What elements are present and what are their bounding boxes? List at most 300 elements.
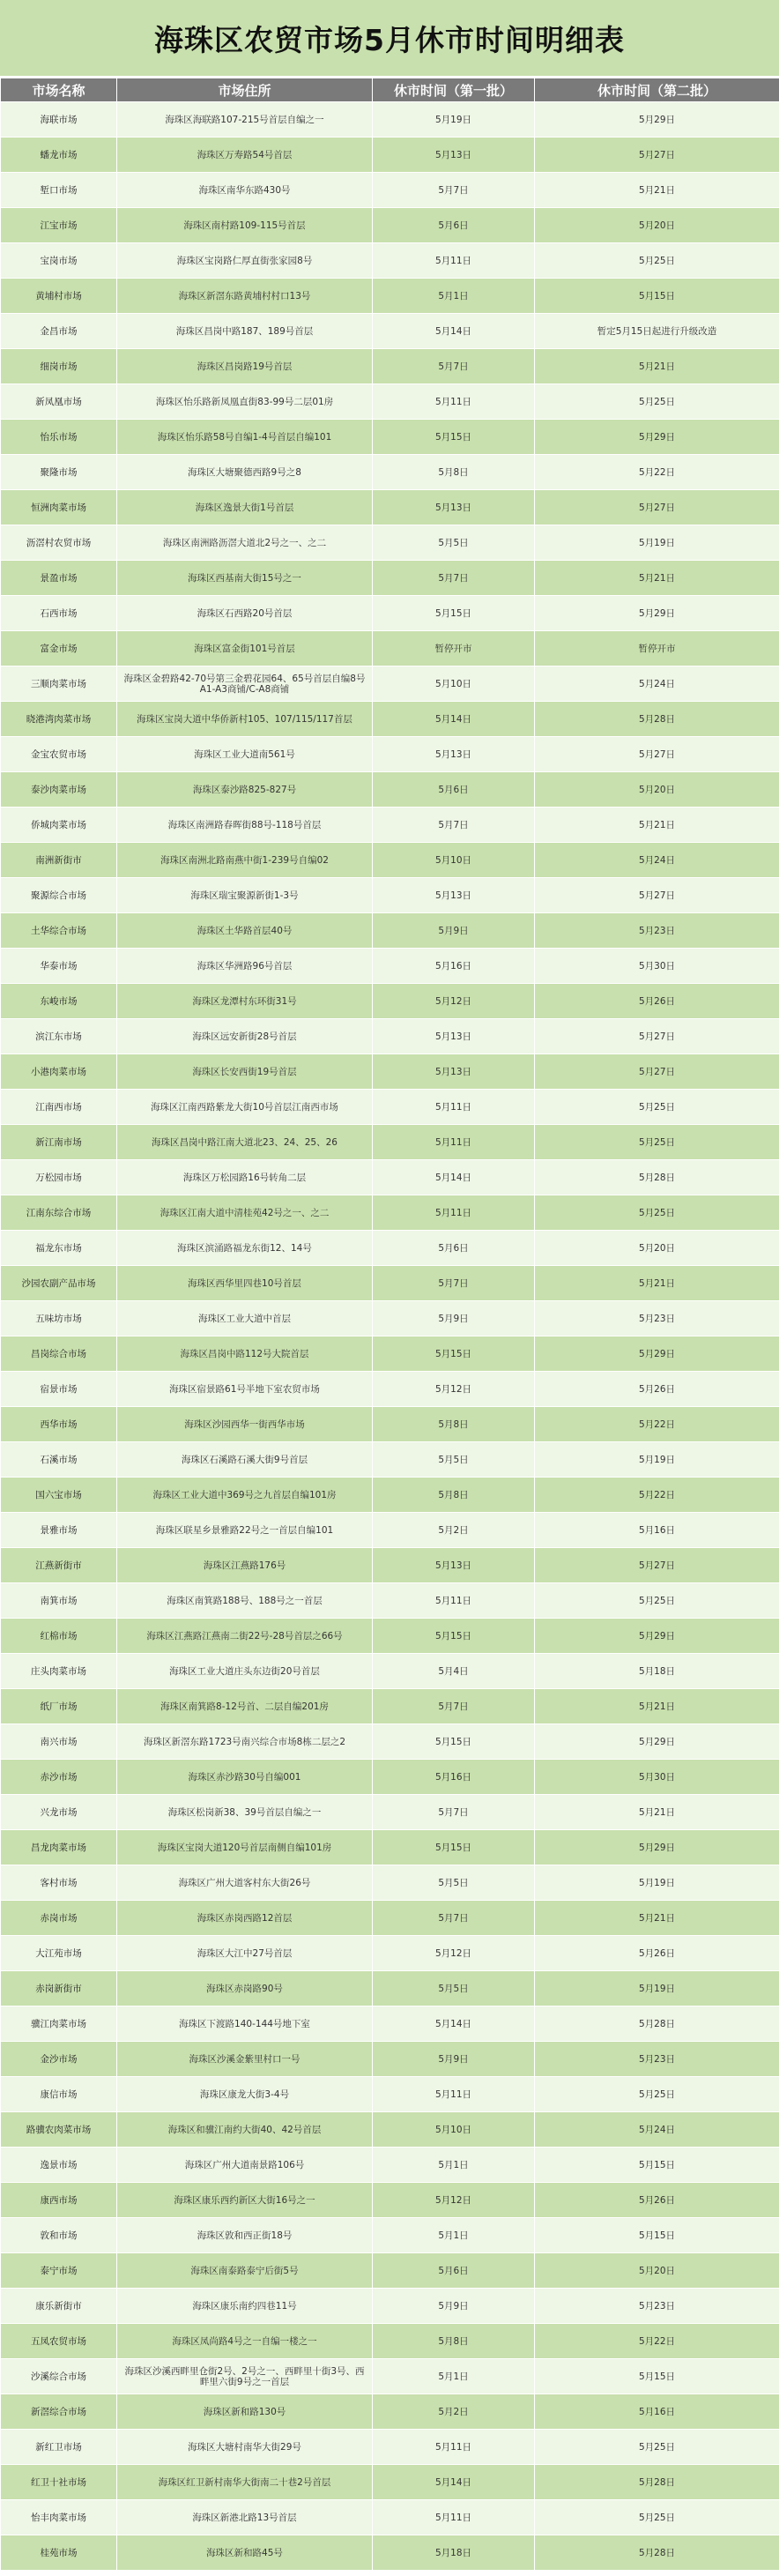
table-row [1, 2148, 779, 2183]
market-name-cell: 金昌市场 [1, 314, 117, 349]
closure-batch-1-cell: 5月12日 [373, 1936, 535, 1971]
closure-batch-1-cell: 5月11日 [373, 2077, 535, 2112]
market-name-cell: 聚源综合市场 [1, 878, 117, 913]
table-row [1, 1054, 779, 1090]
closure-batch-2-cell: 5月21日 [535, 1795, 779, 1830]
closure-batch-1-cell: 5月15日 [373, 1724, 535, 1760]
closure-batch-1-cell: 5月14日 [373, 314, 535, 349]
closure-batch-2-cell: 5月21日 [535, 1266, 779, 1301]
closure-batch-2-cell: 5月25日 [535, 1195, 779, 1231]
table-row [1, 596, 779, 631]
closure-batch-1-cell: 5月13日 [373, 1054, 535, 1090]
table-row [1, 2183, 779, 2218]
closure-batch-2-cell: 5月29日 [535, 596, 779, 631]
closure-batch-1-cell: 5月15日 [373, 596, 535, 631]
market-address-cell: 海珠区远安新街28号首层 [117, 1019, 373, 1054]
market-address-cell: 海珠区江南西路紫龙大街10号首层江南西市场 [117, 1090, 373, 1125]
table-row [1, 878, 779, 913]
market-name-cell: 纸厂市场 [1, 1689, 117, 1724]
market-name-cell: 蟠龙市场 [1, 138, 117, 173]
market-closure-table [0, 78, 779, 2571]
market-address-cell: 海珠区赤岗路90号 [117, 1971, 373, 2006]
market-address-cell: 海珠区工业大道庄头东边街20号首层 [117, 1654, 373, 1689]
table-row [1, 1724, 779, 1760]
closure-batch-1-cell: 5月5日 [373, 1971, 535, 2006]
table-row [1, 1619, 779, 1654]
market-name-cell: 路骥农肉菜市场 [1, 2112, 117, 2148]
closure-batch-2-cell: 5月23日 [535, 913, 779, 949]
closure-batch-1-cell: 5月8日 [373, 1407, 535, 1442]
closure-batch-1-cell: 5月15日 [373, 1830, 535, 1865]
table-row [1, 102, 779, 138]
closure-batch-1-cell: 5月13日 [373, 737, 535, 772]
market-name-cell: 恒洲肉菜市场 [1, 490, 117, 525]
closure-batch-1-cell: 5月2日 [373, 2394, 535, 2430]
table-row [1, 1865, 779, 1901]
table-row [1, 314, 779, 349]
closure-batch-1-cell: 5月7日 [373, 349, 535, 384]
closure-batch-2-cell: 5月30日 [535, 949, 779, 984]
closure-batch-2-cell: 5月16日 [535, 1513, 779, 1548]
closure-batch-2-cell: 5月24日 [535, 2112, 779, 2148]
table-row [1, 349, 779, 384]
closure-batch-2-cell: 5月22日 [535, 2324, 779, 2359]
closure-batch-2-cell: 5月21日 [535, 808, 779, 843]
closure-batch-1-cell: 5月1日 [373, 2359, 535, 2394]
market-name-cell: 骥江肉菜市场 [1, 2006, 117, 2042]
table-row [1, 772, 779, 808]
market-address-cell: 海珠区江南大道中清桂苑42号之一、之二 [117, 1195, 373, 1231]
market-name-cell: 泰沙肉菜市场 [1, 772, 117, 808]
market-address-cell: 海珠区土华路首层40号 [117, 913, 373, 949]
closure-batch-2-cell: 5月27日 [535, 1054, 779, 1090]
closure-batch-2-cell: 5月15日 [535, 2359, 779, 2394]
market-address-cell: 海珠区海联路107-215号首层自编之一 [117, 102, 373, 138]
market-address-cell: 海珠区新和路45号 [117, 2535, 373, 2571]
closure-batch-1-cell: 5月2日 [373, 1513, 535, 1548]
market-address-cell: 海珠区宝岗大道中华侨新村105、107/115/117首层 [117, 702, 373, 737]
market-name-cell: 康西市场 [1, 2183, 117, 2218]
market-name-cell: 金宝农贸市场 [1, 737, 117, 772]
market-address-cell: 海珠区宿景路61号半地下室农贸市场 [117, 1372, 373, 1407]
market-name-cell: 宝岗市场 [1, 243, 117, 279]
closure-batch-2-cell: 5月25日 [535, 243, 779, 279]
closure-batch-1-cell: 5月19日 [373, 102, 535, 138]
market-name-cell: 江燕新街市 [1, 1548, 117, 1583]
market-name-cell: 赤岗新街市 [1, 1971, 117, 2006]
closure-batch-1-cell: 5月13日 [373, 1548, 535, 1583]
table-row [1, 279, 779, 314]
market-address-cell: 海珠区康乐西约新区大街16号之一 [117, 2183, 373, 2218]
closure-batch-1-cell: 5月9日 [373, 2289, 535, 2324]
closure-batch-2-cell: 5月29日 [535, 1336, 779, 1372]
market-name-cell: 西华市场 [1, 1407, 117, 1442]
closure-batch-2-cell: 5月25日 [535, 2077, 779, 2112]
market-address-cell: 海珠区昌岗路19号首层 [117, 349, 373, 384]
market-name-cell: 黄埔村市场 [1, 279, 117, 314]
closure-batch-2-cell: 5月23日 [535, 2289, 779, 2324]
market-name-cell: 康乐新街市 [1, 2289, 117, 2324]
table-row [1, 561, 779, 596]
closure-batch-2-cell: 5月26日 [535, 1372, 779, 1407]
table-row [1, 1336, 779, 1372]
table-row [1, 2112, 779, 2148]
market-address-cell: 海珠区凤尚路4号之一自编一楼之一 [117, 2324, 373, 2359]
closure-batch-1-cell: 5月13日 [373, 138, 535, 173]
closure-batch-2-cell: 5月21日 [535, 1901, 779, 1936]
table-row [1, 949, 779, 984]
table-row [1, 208, 779, 243]
closure-batch-1-cell: 5月5日 [373, 1442, 535, 1478]
closure-batch-1-cell: 5月11日 [373, 2430, 535, 2465]
table-row [1, 2006, 779, 2042]
market-name-cell: 小港肉菜市场 [1, 1054, 117, 1090]
closure-batch-1-cell: 5月11日 [373, 1583, 535, 1619]
page-title: 海珠区农贸市场5月休市时间明细表 [154, 22, 625, 57]
market-address-cell: 海珠区富金街101号首层 [117, 631, 373, 666]
closure-batch-2-cell: 5月28日 [535, 2535, 779, 2571]
table-row [1, 1266, 779, 1301]
market-address-cell: 海珠区红卫新村南华大街南二十巷2号首层 [117, 2465, 373, 2500]
closure-batch-2-cell: 5月19日 [535, 1971, 779, 2006]
table-row [1, 843, 779, 878]
closure-batch-1-cell: 5月8日 [373, 2324, 535, 2359]
closure-batch-2-cell: 5月25日 [535, 1583, 779, 1619]
market-name-cell: 新江南市场 [1, 1125, 117, 1160]
closure-batch-2-cell: 5月27日 [535, 878, 779, 913]
market-address-cell: 海珠区长安西街19号首层 [117, 1054, 373, 1090]
table-row [1, 631, 779, 666]
market-name-cell: 怡乐市场 [1, 420, 117, 455]
closure-batch-1-cell: 5月14日 [373, 1160, 535, 1195]
table-row [1, 2465, 779, 2500]
closure-batch-1-cell: 5月5日 [373, 525, 535, 561]
header-row [1, 78, 779, 102]
market-name-cell: 兴龙市场 [1, 1795, 117, 1830]
closure-batch-1-cell: 5月9日 [373, 1301, 535, 1336]
closure-batch-2-cell: 5月27日 [535, 737, 779, 772]
closure-batch-1-cell: 5月7日 [373, 1689, 535, 1724]
market-address-cell: 海珠区南洲路春晖街88号-118号首层 [117, 808, 373, 843]
table-row [1, 666, 779, 702]
closure-batch-2-cell: 5月20日 [535, 1231, 779, 1266]
market-name-cell: 南兴市场 [1, 1724, 117, 1760]
market-name-cell: 石溪市场 [1, 1442, 117, 1478]
market-address-cell: 海珠区华洲路96号首层 [117, 949, 373, 984]
market-name-cell: 客村市场 [1, 1865, 117, 1901]
table-row [1, 1654, 779, 1689]
market-name-cell: 宿景市场 [1, 1372, 117, 1407]
table-row [1, 2500, 779, 2535]
market-address-cell: 海珠区南洲路沥滘大道北2号之一、之二 [117, 525, 373, 561]
table-row [1, 2430, 779, 2465]
market-address-cell: 海珠区宝岗大道120号首层南侧自编101房 [117, 1830, 373, 1865]
market-name-cell: 泰宁市场 [1, 2253, 117, 2289]
market-address-cell: 海珠区南箕路188号、188号之一首层 [117, 1583, 373, 1619]
market-address-cell: 海珠区新港北路13号首层 [117, 2500, 373, 2535]
closure-batch-2-cell: 5月29日 [535, 1724, 779, 1760]
closure-batch-1-cell: 5月14日 [373, 2006, 535, 2042]
market-name-cell: 桂苑市场 [1, 2535, 117, 2571]
closure-batch-1-cell: 5月14日 [373, 2465, 535, 2500]
table-row [1, 525, 779, 561]
table-row [1, 1372, 779, 1407]
closure-batch-2-cell: 5月19日 [535, 525, 779, 561]
closure-batch-1-cell: 5月10日 [373, 843, 535, 878]
closure-batch-2-cell: 5月21日 [535, 173, 779, 208]
market-address-cell: 海珠区金碧路42-70号第三金碧花园64、65号首层自编8号A1-A3商铺/C-A8商铺 [117, 666, 373, 702]
market-address-cell: 海珠区康乐南约四巷11号 [117, 2289, 373, 2324]
market-name-cell: 五凤农贸市场 [1, 2324, 117, 2359]
closure-batch-2-cell: 5月21日 [535, 349, 779, 384]
table-row [1, 138, 779, 173]
closure-batch-2-cell: 5月20日 [535, 2253, 779, 2289]
closure-batch-2-cell: 暂定5月15日起进行升级改造 [535, 314, 779, 349]
table-row [1, 2359, 779, 2394]
closure-batch-1-cell: 5月12日 [373, 1372, 535, 1407]
closure-batch-1-cell: 5月13日 [373, 1019, 535, 1054]
market-address-cell: 海珠区大塘村南华大街29号 [117, 2430, 373, 2465]
table-row [1, 1125, 779, 1160]
market-name-cell: 江宝市场 [1, 208, 117, 243]
closure-batch-1-cell: 5月12日 [373, 984, 535, 1019]
closure-batch-1-cell: 5月16日 [373, 949, 535, 984]
market-address-cell: 海珠区和骥江南约大街40、42号首层 [117, 2112, 373, 2148]
market-name-cell: 沙园农副产品市场 [1, 1266, 117, 1301]
market-name-cell: 金沙市场 [1, 2042, 117, 2077]
market-name-cell: 东峻市场 [1, 984, 117, 1019]
closure-batch-2-cell: 5月24日 [535, 666, 779, 702]
closure-batch-2-cell: 5月22日 [535, 1407, 779, 1442]
closure-batch-2-cell: 5月29日 [535, 102, 779, 138]
market-name-cell: 红棉市场 [1, 1619, 117, 1654]
market-address-cell: 海珠区南泰路泰宁后街5号 [117, 2253, 373, 2289]
closure-batch-2-cell: 5月19日 [535, 1442, 779, 1478]
market-name-cell: 庄头肉菜市场 [1, 1654, 117, 1689]
market-address-cell: 海珠区万寿路54号首层 [117, 138, 373, 173]
closure-batch-1-cell: 暂停开市 [373, 631, 535, 666]
closure-batch-2-cell: 5月16日 [535, 2394, 779, 2430]
closure-batch-1-cell: 5月13日 [373, 878, 535, 913]
closure-batch-1-cell: 5月8日 [373, 455, 535, 490]
market-address-cell: 海珠区沙溪金紫里村口一号 [117, 2042, 373, 2077]
closure-batch-1-cell: 5月7日 [373, 173, 535, 208]
closure-batch-2-cell: 5月15日 [535, 279, 779, 314]
header-closure-batch-2: 休市时间（第二批） [535, 78, 779, 102]
closure-batch-2-cell: 5月28日 [535, 2465, 779, 2500]
closure-batch-1-cell: 5月7日 [373, 1795, 535, 1830]
market-name-cell: 怡丰肉菜市场 [1, 2500, 117, 2535]
closure-batch-2-cell: 5月21日 [535, 1689, 779, 1724]
closure-batch-1-cell: 5月6日 [373, 2253, 535, 2289]
closure-batch-2-cell: 5月23日 [535, 1301, 779, 1336]
market-name-cell: 国六宝市场 [1, 1478, 117, 1513]
market-name-cell: 新凤凰市场 [1, 384, 117, 420]
closure-batch-2-cell: 暂停开市 [535, 631, 779, 666]
table-row [1, 913, 779, 949]
closure-batch-2-cell: 5月25日 [535, 1090, 779, 1125]
market-address-cell: 海珠区江燕路江燕南二街22号-28号首层之66号 [117, 1619, 373, 1654]
closure-batch-2-cell: 5月30日 [535, 1760, 779, 1795]
closure-batch-2-cell: 5月28日 [535, 2006, 779, 2042]
market-address-cell: 海珠区泰沙路825-827号 [117, 772, 373, 808]
table-row [1, 808, 779, 843]
market-address-cell: 海珠区广州大道南景路106号 [117, 2148, 373, 2183]
market-name-cell: 大江苑市场 [1, 1936, 117, 1971]
closure-batch-1-cell: 5月5日 [373, 1865, 535, 1901]
closure-batch-2-cell: 5月29日 [535, 1830, 779, 1865]
table-row [1, 420, 779, 455]
market-name-cell: 逸景市场 [1, 2148, 117, 2183]
market-name-cell: 华泰市场 [1, 949, 117, 984]
market-name-cell: 晓港湾肉菜市场 [1, 702, 117, 737]
market-address-cell: 海珠区西华里四巷10号首层 [117, 1266, 373, 1301]
closure-batch-1-cell: 5月12日 [373, 2183, 535, 2218]
table-row [1, 2289, 779, 2324]
table-row [1, 1830, 779, 1865]
closure-batch-1-cell: 5月11日 [373, 1125, 535, 1160]
market-address-cell: 海珠区南华东路430号 [117, 173, 373, 208]
table-row [1, 1160, 779, 1195]
market-name-cell: 滨江东市场 [1, 1019, 117, 1054]
table-row [1, 455, 779, 490]
closure-batch-2-cell: 5月28日 [535, 1160, 779, 1195]
market-address-cell: 海珠区大江中27号首层 [117, 1936, 373, 1971]
closure-batch-2-cell: 5月27日 [535, 138, 779, 173]
closure-batch-2-cell: 5月23日 [535, 2042, 779, 2077]
closure-batch-2-cell: 5月19日 [535, 1865, 779, 1901]
closure-batch-1-cell: 5月11日 [373, 243, 535, 279]
table-row [1, 243, 779, 279]
market-address-cell: 海珠区工业大道中369号之九首层自编101房 [117, 1478, 373, 1513]
closure-batch-1-cell: 5月1日 [373, 279, 535, 314]
market-address-cell: 海珠区下渡路140-144号地下室 [117, 2006, 373, 2042]
closure-batch-2-cell: 5月28日 [535, 702, 779, 737]
market-address-cell: 海珠区怡乐路58号自编1-4号首层自编101 [117, 420, 373, 455]
market-name-cell: 沙溪综合市场 [1, 2359, 117, 2394]
table-row [1, 1090, 779, 1125]
closure-batch-1-cell: 5月8日 [373, 1478, 535, 1513]
closure-batch-1-cell: 5月15日 [373, 1619, 535, 1654]
table-row [1, 2218, 779, 2253]
market-address-cell: 海珠区沙溪西畔里仓街2号、2号之一、西畔里十街3号、西畔里六街9号之一首层 [117, 2359, 373, 2394]
closure-batch-1-cell: 5月9日 [373, 2042, 535, 2077]
closure-batch-1-cell: 5月7日 [373, 808, 535, 843]
table-row [1, 1195, 779, 1231]
market-name-cell: 侨城肉菜市场 [1, 808, 117, 843]
table-row [1, 1407, 779, 1442]
closure-batch-1-cell: 5月7日 [373, 1266, 535, 1301]
closure-batch-2-cell: 5月25日 [535, 2430, 779, 2465]
market-address-cell: 海珠区工业大道南561号 [117, 737, 373, 772]
closure-batch-2-cell: 5月25日 [535, 2500, 779, 2535]
closure-batch-1-cell: 5月16日 [373, 1760, 535, 1795]
market-address-cell: 海珠区工业大道中首层 [117, 1301, 373, 1336]
market-address-cell: 海珠区南洲北路南燕中街1-239号自编02 [117, 843, 373, 878]
market-name-cell: 细岗市场 [1, 349, 117, 384]
market-address-cell: 海珠区大塘聚德西路9号之8 [117, 455, 373, 490]
market-address-cell: 海珠区新滘东路1723号南兴综合市场8栋二层之2 [117, 1724, 373, 1760]
table-row [1, 2253, 779, 2289]
table-row [1, 737, 779, 772]
market-name-cell: 赤岗市场 [1, 1901, 117, 1936]
closure-batch-2-cell: 5月25日 [535, 1125, 779, 1160]
market-name-cell: 赤沙市场 [1, 1760, 117, 1795]
closure-batch-2-cell: 5月21日 [535, 561, 779, 596]
header-market-address: 市场住所 [117, 78, 373, 102]
table-row [1, 1936, 779, 1971]
closure-batch-2-cell: 5月27日 [535, 1548, 779, 1583]
table-row [1, 1795, 779, 1830]
market-address-cell: 海珠区龙潭村东环街31号 [117, 984, 373, 1019]
market-address-cell: 海珠区昌岗中路112号大院首层 [117, 1336, 373, 1372]
table-row [1, 1760, 779, 1795]
market-name-cell: 昌龙肉菜市场 [1, 1830, 117, 1865]
table-row [1, 1301, 779, 1336]
header-closure-batch-1: 休市时间（第一批） [373, 78, 535, 102]
closure-batch-2-cell: 5月29日 [535, 420, 779, 455]
table-body [1, 102, 779, 2571]
closure-batch-1-cell: 5月11日 [373, 1090, 535, 1125]
closure-batch-2-cell: 5月25日 [535, 384, 779, 420]
market-name-cell: 敦和市场 [1, 2218, 117, 2253]
market-name-cell: 万松园市场 [1, 1160, 117, 1195]
market-name-cell: 江南东综合市场 [1, 1195, 117, 1231]
header-market-name: 市场名称 [1, 78, 117, 102]
table-row [1, 2535, 779, 2571]
closure-batch-2-cell: 5月20日 [535, 772, 779, 808]
market-address-cell: 海珠区南箕路8-12号首、二层自编201房 [117, 1689, 373, 1724]
market-address-cell: 海珠区昌岗中路江南大道北23、24、25、26 [117, 1125, 373, 1160]
market-address-cell: 海珠区江燕路176号 [117, 1548, 373, 1583]
market-address-cell: 海珠区赤岗西路12首层 [117, 1901, 373, 1936]
market-address-cell: 海珠区新滘东路黄埔村村口13号 [117, 279, 373, 314]
closure-batch-1-cell: 5月10日 [373, 2112, 535, 2148]
market-address-cell: 海珠区沙园西华一街西华市场 [117, 1407, 373, 1442]
market-address-cell: 海珠区滨涌路福龙东街12、14号 [117, 1231, 373, 1266]
market-name-cell: 南洲新街市 [1, 843, 117, 878]
market-address-cell: 海珠区广州大道客村东大街26号 [117, 1865, 373, 1901]
closure-batch-2-cell: 5月26日 [535, 1936, 779, 1971]
market-address-cell: 海珠区宝岗路仁厚直街张家园8号 [117, 243, 373, 279]
table-row [1, 2324, 779, 2359]
market-name-cell: 南箕市场 [1, 1583, 117, 1619]
market-name-cell: 新红卫市场 [1, 2430, 117, 2465]
market-address-cell: 海珠区南村路109-115号首层 [117, 208, 373, 243]
market-address-cell: 海珠区西基南大街15号之一 [117, 561, 373, 596]
closure-batch-1-cell: 5月11日 [373, 2500, 535, 2535]
closure-batch-2-cell: 5月27日 [535, 490, 779, 525]
closure-batch-1-cell: 5月1日 [373, 2218, 535, 2253]
table-row [1, 1901, 779, 1936]
market-name-cell: 新滘综合市场 [1, 2394, 117, 2430]
market-name-cell: 五味坊市场 [1, 1301, 117, 1336]
table-row [1, 1548, 779, 1583]
market-name-cell: 石西市场 [1, 596, 117, 631]
market-name-cell: 红卫十社市场 [1, 2465, 117, 2500]
closure-batch-1-cell: 5月1日 [373, 2148, 535, 2183]
market-address-cell: 海珠区怡乐路新凤凰直街83-99号二层01房 [117, 384, 373, 420]
closure-batch-2-cell: 5月18日 [535, 1654, 779, 1689]
market-name-cell: 聚隆市场 [1, 455, 117, 490]
closure-batch-2-cell: 5月15日 [535, 2218, 779, 2253]
market-address-cell: 海珠区联星乡景雅路22号之一首层自编101 [117, 1513, 373, 1548]
market-name-cell: 三顺肉菜市场 [1, 666, 117, 702]
table-row [1, 1513, 779, 1548]
closure-batch-2-cell: 5月15日 [535, 2148, 779, 2183]
closure-batch-2-cell: 5月24日 [535, 843, 779, 878]
closure-batch-1-cell: 5月4日 [373, 1654, 535, 1689]
